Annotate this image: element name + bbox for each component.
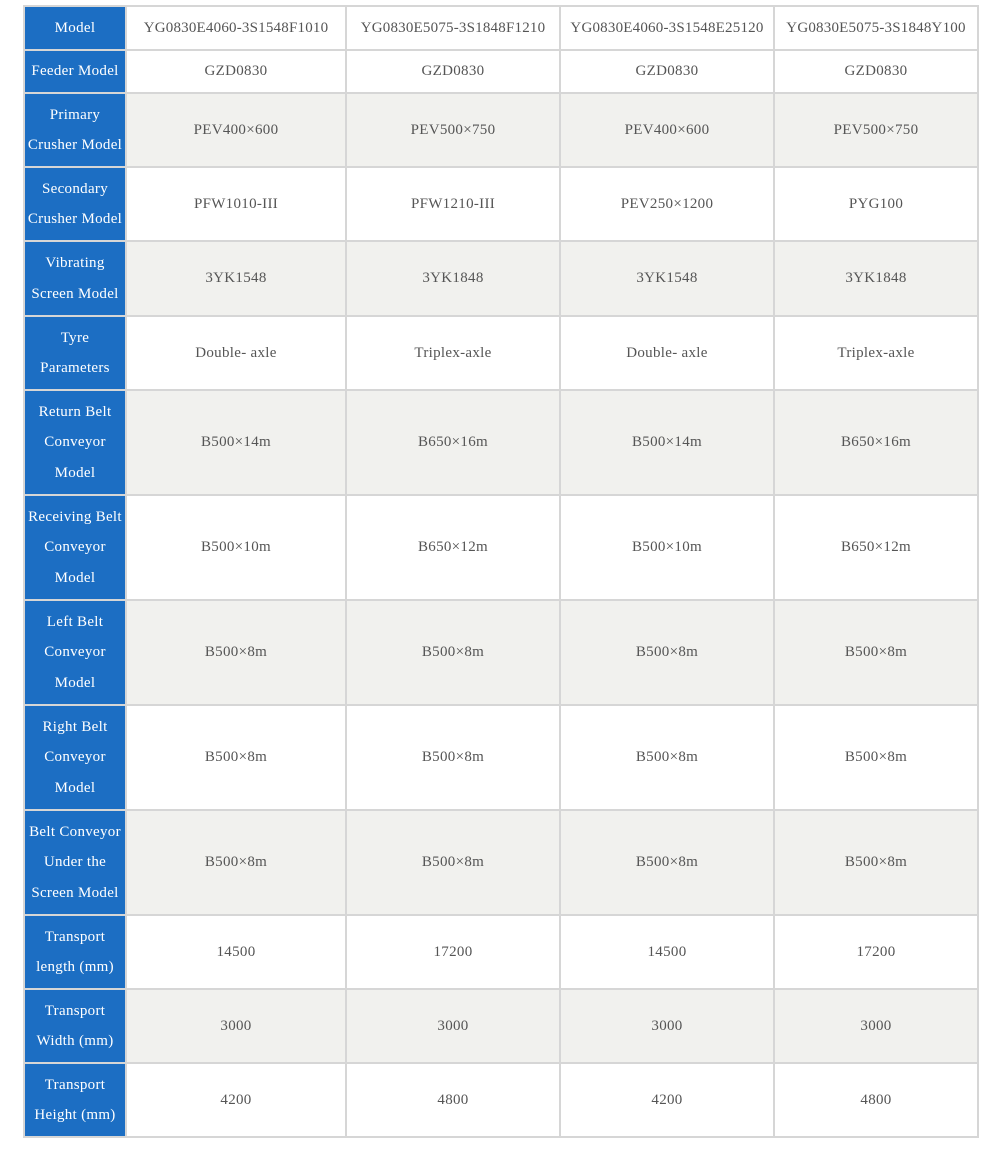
- row-label: Vibrating Screen Model: [24, 241, 126, 316]
- table-row: [24, 989, 978, 1063]
- table-cell: Triplex-axle: [346, 316, 560, 390]
- row-label: Tyre Parameters: [24, 316, 126, 390]
- table-cell: B500×14m: [126, 390, 346, 495]
- table-cell: GZD0830: [560, 50, 774, 93]
- specification-table: [23, 5, 979, 1138]
- table-cell: 3YK1548: [126, 241, 346, 316]
- table-row: [24, 705, 978, 810]
- table-cell: PEV500×750: [346, 93, 560, 167]
- table-cell: GZD0830: [774, 50, 978, 93]
- table-cell: B500×8m: [774, 705, 978, 810]
- table-cell: B500×8m: [346, 600, 560, 705]
- table-row: [24, 1063, 978, 1137]
- table-cell: B500×8m: [774, 810, 978, 915]
- row-label: Secondary Crusher Model: [24, 167, 126, 241]
- table-cell: 3000: [774, 989, 978, 1063]
- row-label: Primary Crusher Model: [24, 93, 126, 167]
- table-cell: 17200: [774, 915, 978, 989]
- table-row: [24, 810, 978, 915]
- table-cell: 3YK1548: [560, 241, 774, 316]
- table-row: [24, 50, 978, 93]
- model-name-1: YG0830E4060-3S1548F1010: [126, 6, 346, 50]
- table-cell: B500×8m: [774, 600, 978, 705]
- row-label: Belt Conveyor Under the Screen Model: [24, 810, 126, 915]
- table-row: [24, 390, 978, 495]
- row-label: Transport Height (mm): [24, 1063, 126, 1137]
- table-cell: B500×8m: [126, 705, 346, 810]
- row-label: Feeder Model: [24, 50, 126, 93]
- table-cell: Double- axle: [126, 316, 346, 390]
- table-cell: B650×16m: [346, 390, 560, 495]
- table-cell: 4800: [346, 1063, 560, 1137]
- table-cell: PFW1210-III: [346, 167, 560, 241]
- table-cell: B500×10m: [560, 495, 774, 600]
- table-row: [24, 167, 978, 241]
- table-row: [24, 600, 978, 705]
- table-row: [24, 915, 978, 989]
- table-cell: B650×16m: [774, 390, 978, 495]
- row-label: Left Belt Conveyor Model: [24, 600, 126, 705]
- table-cell: B650×12m: [774, 495, 978, 600]
- table-cell: PEV400×600: [560, 93, 774, 167]
- table-cell: 3000: [560, 989, 774, 1063]
- table-cell: GZD0830: [126, 50, 346, 93]
- row-label: Transport length (mm): [24, 915, 126, 989]
- row-label: Receiving Belt Conveyor Model: [24, 495, 126, 600]
- table-cell: 14500: [560, 915, 774, 989]
- table-cell: GZD0830: [346, 50, 560, 93]
- table-cell: B500×10m: [126, 495, 346, 600]
- table-cell: PEV500×750: [774, 93, 978, 167]
- table-cell: Triplex-axle: [774, 316, 978, 390]
- table-cell: B500×8m: [346, 810, 560, 915]
- table-row: [24, 93, 978, 167]
- model-name-4: YG0830E5075-3S1848Y100: [774, 6, 978, 50]
- model-name-3: YG0830E4060-3S1548E25120: [560, 6, 774, 50]
- table-cell: B500×8m: [126, 810, 346, 915]
- table-cell: 14500: [126, 915, 346, 989]
- table-cell: B500×8m: [560, 705, 774, 810]
- table-row: [24, 495, 978, 600]
- table-cell: B650×12m: [346, 495, 560, 600]
- table-cell: B500×8m: [126, 600, 346, 705]
- table-cell: B500×8m: [560, 600, 774, 705]
- table-cell: PEV400×600: [126, 93, 346, 167]
- table-cell: 17200: [346, 915, 560, 989]
- model-name-2: YG0830E5075-3S1848F1210: [346, 6, 560, 50]
- table-cell: 3000: [346, 989, 560, 1063]
- table-cell: B500×8m: [346, 705, 560, 810]
- table-cell: PFW1010-III: [126, 167, 346, 241]
- table-header-row: [24, 6, 978, 50]
- table-cell: B500×14m: [560, 390, 774, 495]
- table-cell: 4200: [560, 1063, 774, 1137]
- table-cell: 4800: [774, 1063, 978, 1137]
- row-label: Transport Width (mm): [24, 989, 126, 1063]
- row-label: Return Belt Conveyor Model: [24, 390, 126, 495]
- table-cell: PYG100: [774, 167, 978, 241]
- table-cell: 3000: [126, 989, 346, 1063]
- table-cell: 3YK1848: [774, 241, 978, 316]
- row-label-model: Model: [24, 6, 126, 50]
- table-cell: PEV250×1200: [560, 167, 774, 241]
- table-row: [24, 316, 978, 390]
- table-cell: Double- axle: [560, 316, 774, 390]
- table-cell: B500×8m: [560, 810, 774, 915]
- table-cell: 3YK1848: [346, 241, 560, 316]
- row-label: Right Belt Conveyor Model: [24, 705, 126, 810]
- table-cell: 4200: [126, 1063, 346, 1137]
- table-row: [24, 241, 978, 316]
